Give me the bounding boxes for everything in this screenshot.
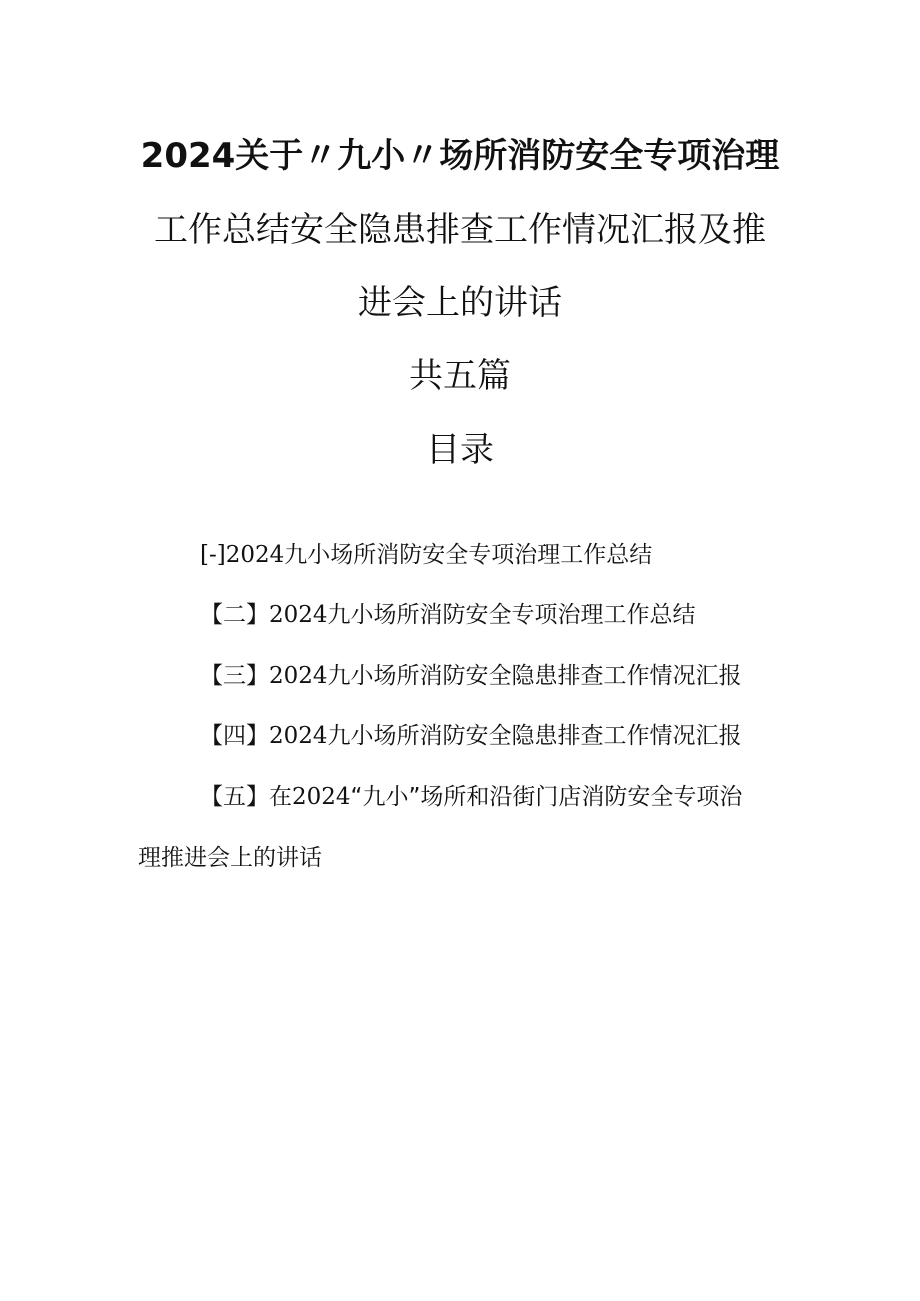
toc-item-marker: [-] — [200, 542, 226, 568]
toc-item-marker: 【三】 — [200, 663, 269, 689]
toc-item-year: 2024 — [269, 723, 328, 749]
toc-item-5 — [200, 782, 742, 812]
toc-item-year: 2024 — [269, 663, 328, 689]
toc-item-prefix: 在 — [269, 784, 292, 810]
toc-item-1 — [200, 540, 652, 570]
toc-item-year: 2024 — [225, 542, 285, 568]
toc-item-text: 九小场所消防安全隐患排查工作情况汇报 — [327, 723, 742, 749]
toc-item-marker: 【二】 — [200, 602, 269, 628]
toc-item-year: 2024 — [292, 784, 351, 810]
toc-item-marker: 【四】 — [200, 723, 269, 749]
toc-item-5-continuation: 理推进会上的讲话 — [138, 845, 322, 871]
toc-item-text: 九小场所消防安全专项治理工作总结 — [284, 542, 653, 568]
toc-heading: 目录 — [426, 430, 494, 470]
document-title-line-1: 2024关于〃九小〃场所消防安全专项治理 — [140, 136, 780, 176]
toc-item-text: “九小”场所和沿街门店消防安全专项治 — [350, 784, 743, 810]
toc-item-4 — [200, 721, 742, 751]
toc-item-marker: 【五】 — [200, 784, 269, 810]
document-subtitle: 共五篇 — [409, 356, 511, 396]
toc-item-year: 2024 — [269, 602, 328, 628]
toc-item-text: 九小场所消防安全专项治理工作总结 — [327, 602, 696, 628]
document-title-line-3: 进会上的讲话 — [358, 283, 562, 323]
toc-item-text: 九小场所消防安全隐患排查工作情况汇报 — [327, 663, 742, 689]
toc-item-3 — [200, 661, 742, 691]
document-title-line-2: 工作总结安全隐患排查工作情况汇报及推 — [154, 210, 766, 250]
toc-item-2 — [200, 600, 696, 630]
